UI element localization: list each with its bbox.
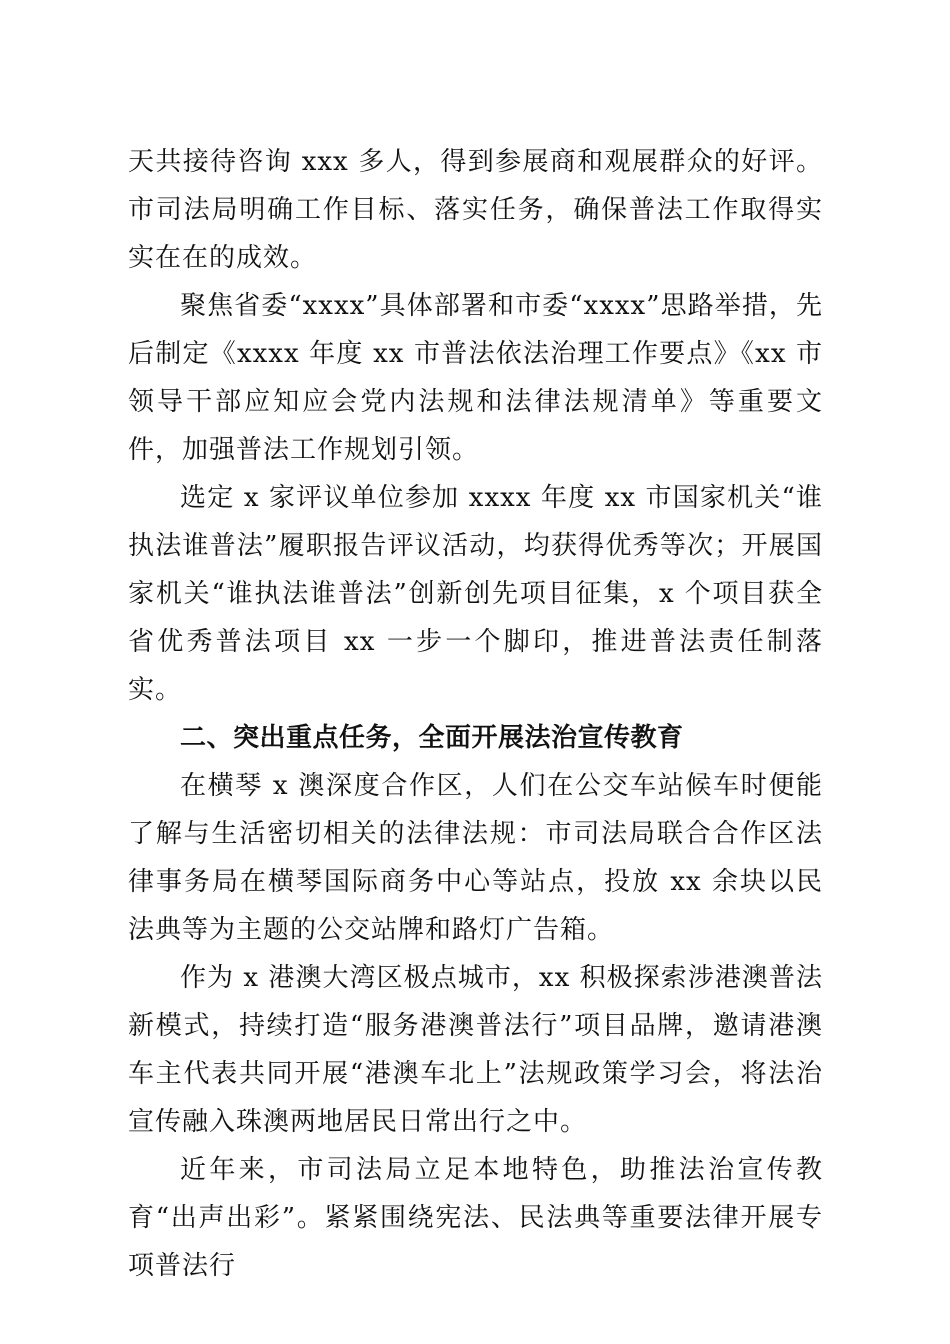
paragraph-hengqin: 在横琴 x 澳深度合作区，人们在公交车站候车时便能了解与生活密切相关的法律法规：市司法局联合合作区法律事务局在横琴国际商务中心等站点，投放 xx 余块以民法典等为主题的公交站牌和路灯广告箱。 xyxy=(128,771,823,945)
paragraph-local-features: 近年来，市司法局立足本地特色，助推法治宣传教育“出声出彩”。紧紧围绕宪法、民法典等重要法律开展专项普法行 xyxy=(128,1155,823,1281)
section-heading-2: 二、突出重点任务，全面开展法治宣传教育 xyxy=(180,723,684,753)
paragraph-continued: 天共接待咨询 xxx 多人，得到参展商和观展群众的好评。市司法局明确工作目标、落实任务，确保普法工作取得实实在在的成效。 xyxy=(128,147,823,273)
paragraph-evaluation: 选定 x 家评议单位参加 xxxx 年度 xx 市国家机关“谁执法谁普法”履职报告评议活动，均获得优秀等次；开展国家机关“谁执法谁普法”创新创先项目征集，x 个项目获全省优秀普法项目 xx 一步一个脚印，推进普法责任制落实。 xyxy=(128,483,823,705)
paragraph-planning: 聚焦省委“xxxx”具体部署和市委“xxxx”思路举措，先后制定《xxxx 年度 xx 市普法依法治理工作要点》《xx 市领导干部应知应会党内法规和法律法规清单》等重要文件，加强普法工作规划引领。 xyxy=(128,291,823,465)
document-page xyxy=(128,138,823,1290)
paragraph-hk-macao: 作为 x 港澳大湾区极点城市，xx 积极探索涉港澳普法新模式，持续打造“服务港澳普法行”项目品牌，邀请港澳车主代表共同开展“港澳车北上”法规政策学习会，将法治宣传融入珠澳两地居民日常出行之中。 xyxy=(128,963,823,1137)
